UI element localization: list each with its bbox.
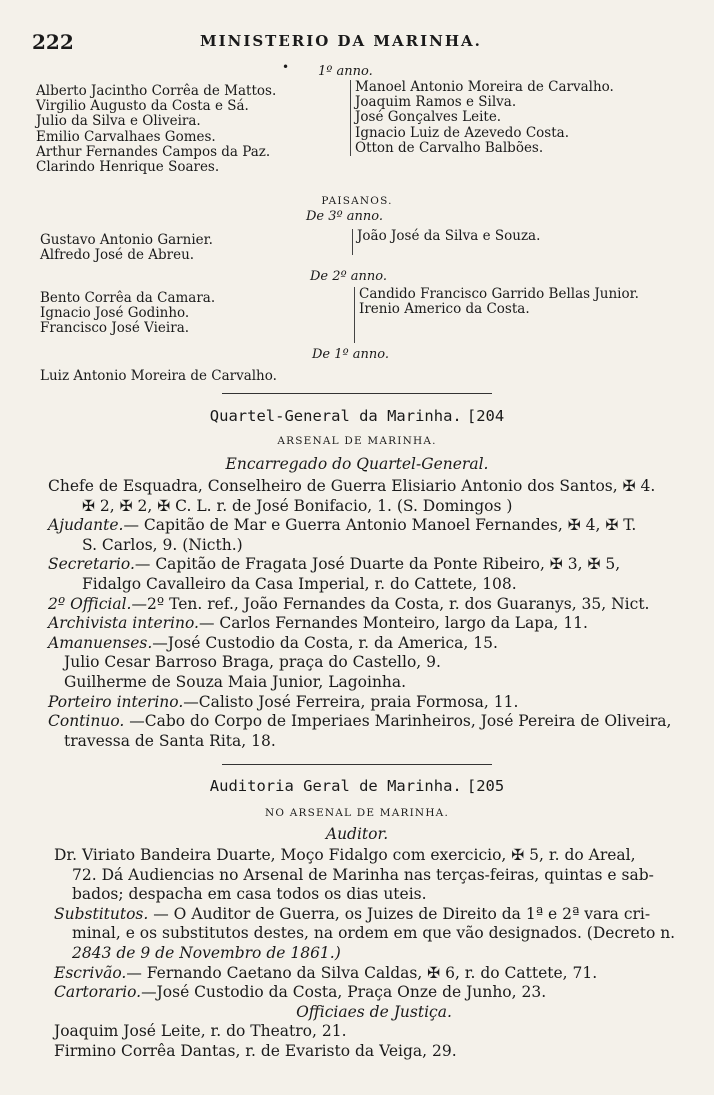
entry-line: Fidalgo Cavalleiro da Casa Imperial, r. do Cattete, 108. bbox=[82, 574, 517, 593]
page-number: 222 bbox=[32, 30, 74, 54]
quartel-title-line bbox=[0, 406, 714, 425]
entry-cartorario bbox=[54, 983, 694, 1003]
entry-line: ✠ 2, ✠ 2, ✠ C. L. r. de José Bonifacio, 1. (S. Domingos ) bbox=[82, 496, 513, 515]
entry-label: Cartorario. bbox=[54, 983, 142, 1002]
quartel-title: Quartel-General da Marinha. bbox=[209, 407, 462, 425]
entry-label: Substitutos. bbox=[54, 904, 149, 923]
entry-chefe bbox=[48, 477, 688, 516]
list-right-2 bbox=[354, 287, 639, 343]
entry-secretario bbox=[48, 555, 688, 594]
list-right-3 bbox=[352, 229, 540, 255]
entry-ajudante bbox=[48, 516, 688, 555]
auditoria-title: Auditoria Geral de Marinha. bbox=[209, 777, 462, 795]
list-left-1 bbox=[36, 84, 276, 175]
entry-label: 2º Official. bbox=[48, 594, 132, 613]
entry-line: 2843 de 9 de Novembro de 1861.) bbox=[72, 943, 341, 962]
entry-line: —2º Ten. ref., João Fernandes da Costa, r. dos Guaranys, 35, Nict. bbox=[131, 594, 650, 613]
entry-line: — Fernando Caetano da Silva Caldas, ✠ 6, r. do Cattete, 71. bbox=[126, 963, 598, 982]
list-item: Gustavo Antonio Garnier. bbox=[40, 232, 213, 248]
ornament-dot: • bbox=[282, 60, 290, 74]
list-item: João José da Silva e Souza. bbox=[357, 228, 541, 244]
entry-label: Archivista interino. bbox=[48, 614, 199, 633]
quartel-heading: Encarregado do Quartel-General. bbox=[225, 455, 489, 473]
entry-amanuenses bbox=[48, 634, 688, 693]
entry-line: — Carlos Fernandes Monteiro, largo da Lapa, 11. bbox=[198, 614, 588, 633]
entry-line: — Capitão de Fragata José Duarte da Ponte Ribeiro, ✠ 3, ✠ 5, bbox=[134, 555, 621, 574]
auditoria-number: [205 bbox=[466, 777, 505, 795]
list-item: Arthur Fernandes Campos da Paz. bbox=[36, 143, 271, 160]
entry-line: Dr. Viriato Bandeira Duarte, Moço Fidalgo com exercicio, ✠ 5, r. do Areal, bbox=[54, 846, 636, 864]
quartel-subtitle: ARSENAL DE MARINHA. bbox=[277, 435, 437, 447]
list-item: Ignacio Luiz de Azevedo Costa. bbox=[355, 124, 569, 141]
entry-label: Secretario. bbox=[48, 555, 135, 574]
auditoria-heading: Auditor. bbox=[325, 825, 389, 843]
paisanos-heading: PAISANOS. bbox=[321, 195, 393, 207]
entry-line: —José Custodio da Costa, Praça Onze de Junho, 23. bbox=[141, 983, 547, 1002]
entry-line: —Calisto José Ferreira, praia Formosa, 11. bbox=[183, 692, 519, 711]
entry-label: Escrivão. bbox=[54, 963, 127, 982]
list-item: Alberto Jacintho Corrêa de Mattos. bbox=[36, 83, 277, 99]
entry-continuo bbox=[48, 712, 688, 751]
list-item: Julio da Silva e Oliveira. bbox=[36, 113, 201, 130]
year-label-2: De 2º anno. bbox=[310, 269, 387, 284]
divider bbox=[222, 764, 492, 765]
list-right-1 bbox=[350, 80, 614, 156]
list-item: Otton de Carvalho Balbões. bbox=[355, 139, 544, 156]
list-left-2 bbox=[40, 291, 215, 337]
entry-official bbox=[48, 595, 688, 615]
list-item: Bento Corrêa da Camara. bbox=[40, 290, 216, 306]
list-item: Virgilio Augusto da Costa e Sá. bbox=[36, 98, 249, 115]
entry-line: Guilherme de Souza Maia Junior, Lagoinha. bbox=[64, 672, 407, 691]
entry-line: — O Auditor de Guerra, os Juizes de Direito da 1ª e 2ª vara cri- bbox=[148, 904, 651, 923]
entry-archivista bbox=[48, 614, 688, 634]
list-item: Joaquim Ramos e Silva. bbox=[355, 94, 517, 111]
entry-label: Continuo. bbox=[48, 712, 125, 731]
list-item: Luiz Antonio Moreira de Carvalho. bbox=[40, 368, 277, 384]
entry-escrivao bbox=[54, 964, 694, 984]
entry-line: bados; despacha em casa todos os dias uteis. bbox=[72, 885, 427, 904]
entry-label: Amanuenses. bbox=[48, 633, 153, 652]
entry-porteiro bbox=[48, 693, 688, 713]
year-label-1: 1º anno. bbox=[318, 64, 373, 79]
list-left-1b bbox=[40, 369, 277, 384]
year-label-1b: De 1º anno. bbox=[312, 347, 389, 362]
list-item: Alfredo José de Abreu. bbox=[40, 247, 195, 264]
auditoria-entries bbox=[54, 846, 694, 1062]
list-item: Francisco José Vieira. bbox=[40, 320, 190, 337]
list-item: Irenio Americo da Costa. bbox=[359, 301, 530, 318]
list-item: Firmino Corrêa Dantas, r. de Evaristo da Veiga, 29. bbox=[54, 1041, 457, 1060]
quartel-number: [204 bbox=[466, 407, 505, 425]
entry-line: Chefe de Esquadra, Conselheiro de Guerra Elisiario Antonio dos Santos, ✠ 4. bbox=[48, 477, 656, 495]
auditoria-subtitle: NO ARSENAL DE MARINHA. bbox=[264, 807, 450, 819]
entry-line: —José Custodio da Costa, r. da America, 15. bbox=[152, 633, 498, 652]
entry-substitutos bbox=[54, 905, 694, 964]
entry-auditor bbox=[54, 846, 694, 905]
entry-line: —Cabo do Corpo de Imperiaes Marinheiros, José Pereira de Oliveira, bbox=[124, 712, 672, 731]
auditoria-title-line bbox=[0, 776, 714, 795]
year-label-3: De 3º anno. bbox=[306, 209, 383, 224]
list-item: Ignacio José Godinho. bbox=[40, 305, 190, 322]
entry-label: Ajudante. bbox=[48, 516, 124, 535]
divider bbox=[222, 393, 492, 394]
officiaes-heading: Officiaes de Justiça. bbox=[296, 1002, 452, 1021]
entry-line: S. Carlos, 9. (Nicth.) bbox=[82, 535, 243, 554]
running-title: MINISTERIO DA MARINHA. bbox=[200, 32, 482, 50]
entry-label: Porteiro interino. bbox=[48, 692, 184, 711]
list-item: Emilio Carvalhaes Gomes. bbox=[36, 128, 216, 145]
list-left-3 bbox=[40, 233, 213, 263]
entry-line: minal, e os substitutos destes, na ordem em que vão designados. (Decreto n. bbox=[72, 924, 676, 943]
list-item: José Gonçalves Leite. bbox=[355, 109, 502, 126]
list-item: Joaquim José Leite, r. do Theatro, 21. bbox=[54, 1022, 347, 1041]
list-item: Manoel Antonio Moreira de Carvalho. bbox=[355, 79, 614, 95]
entry-line: travessa de Santa Rita, 18. bbox=[64, 731, 276, 750]
entry-line: 72. Dá Audiencias no Arsenal de Marinha nas terças-feiras, quintas e sab- bbox=[72, 865, 654, 884]
entry-line: Julio Cesar Barroso Braga, praça do Castello, 9. bbox=[64, 653, 441, 672]
entry-line: — Capitão de Mar e Guerra Antonio Manoel Fernandes, ✠ 4, ✠ T. bbox=[123, 516, 637, 535]
list-item: Candido Francisco Garrido Bellas Junior. bbox=[359, 286, 639, 302]
list-item: Clarindo Henrique Soares. bbox=[36, 159, 220, 176]
quartel-entries bbox=[48, 477, 688, 751]
